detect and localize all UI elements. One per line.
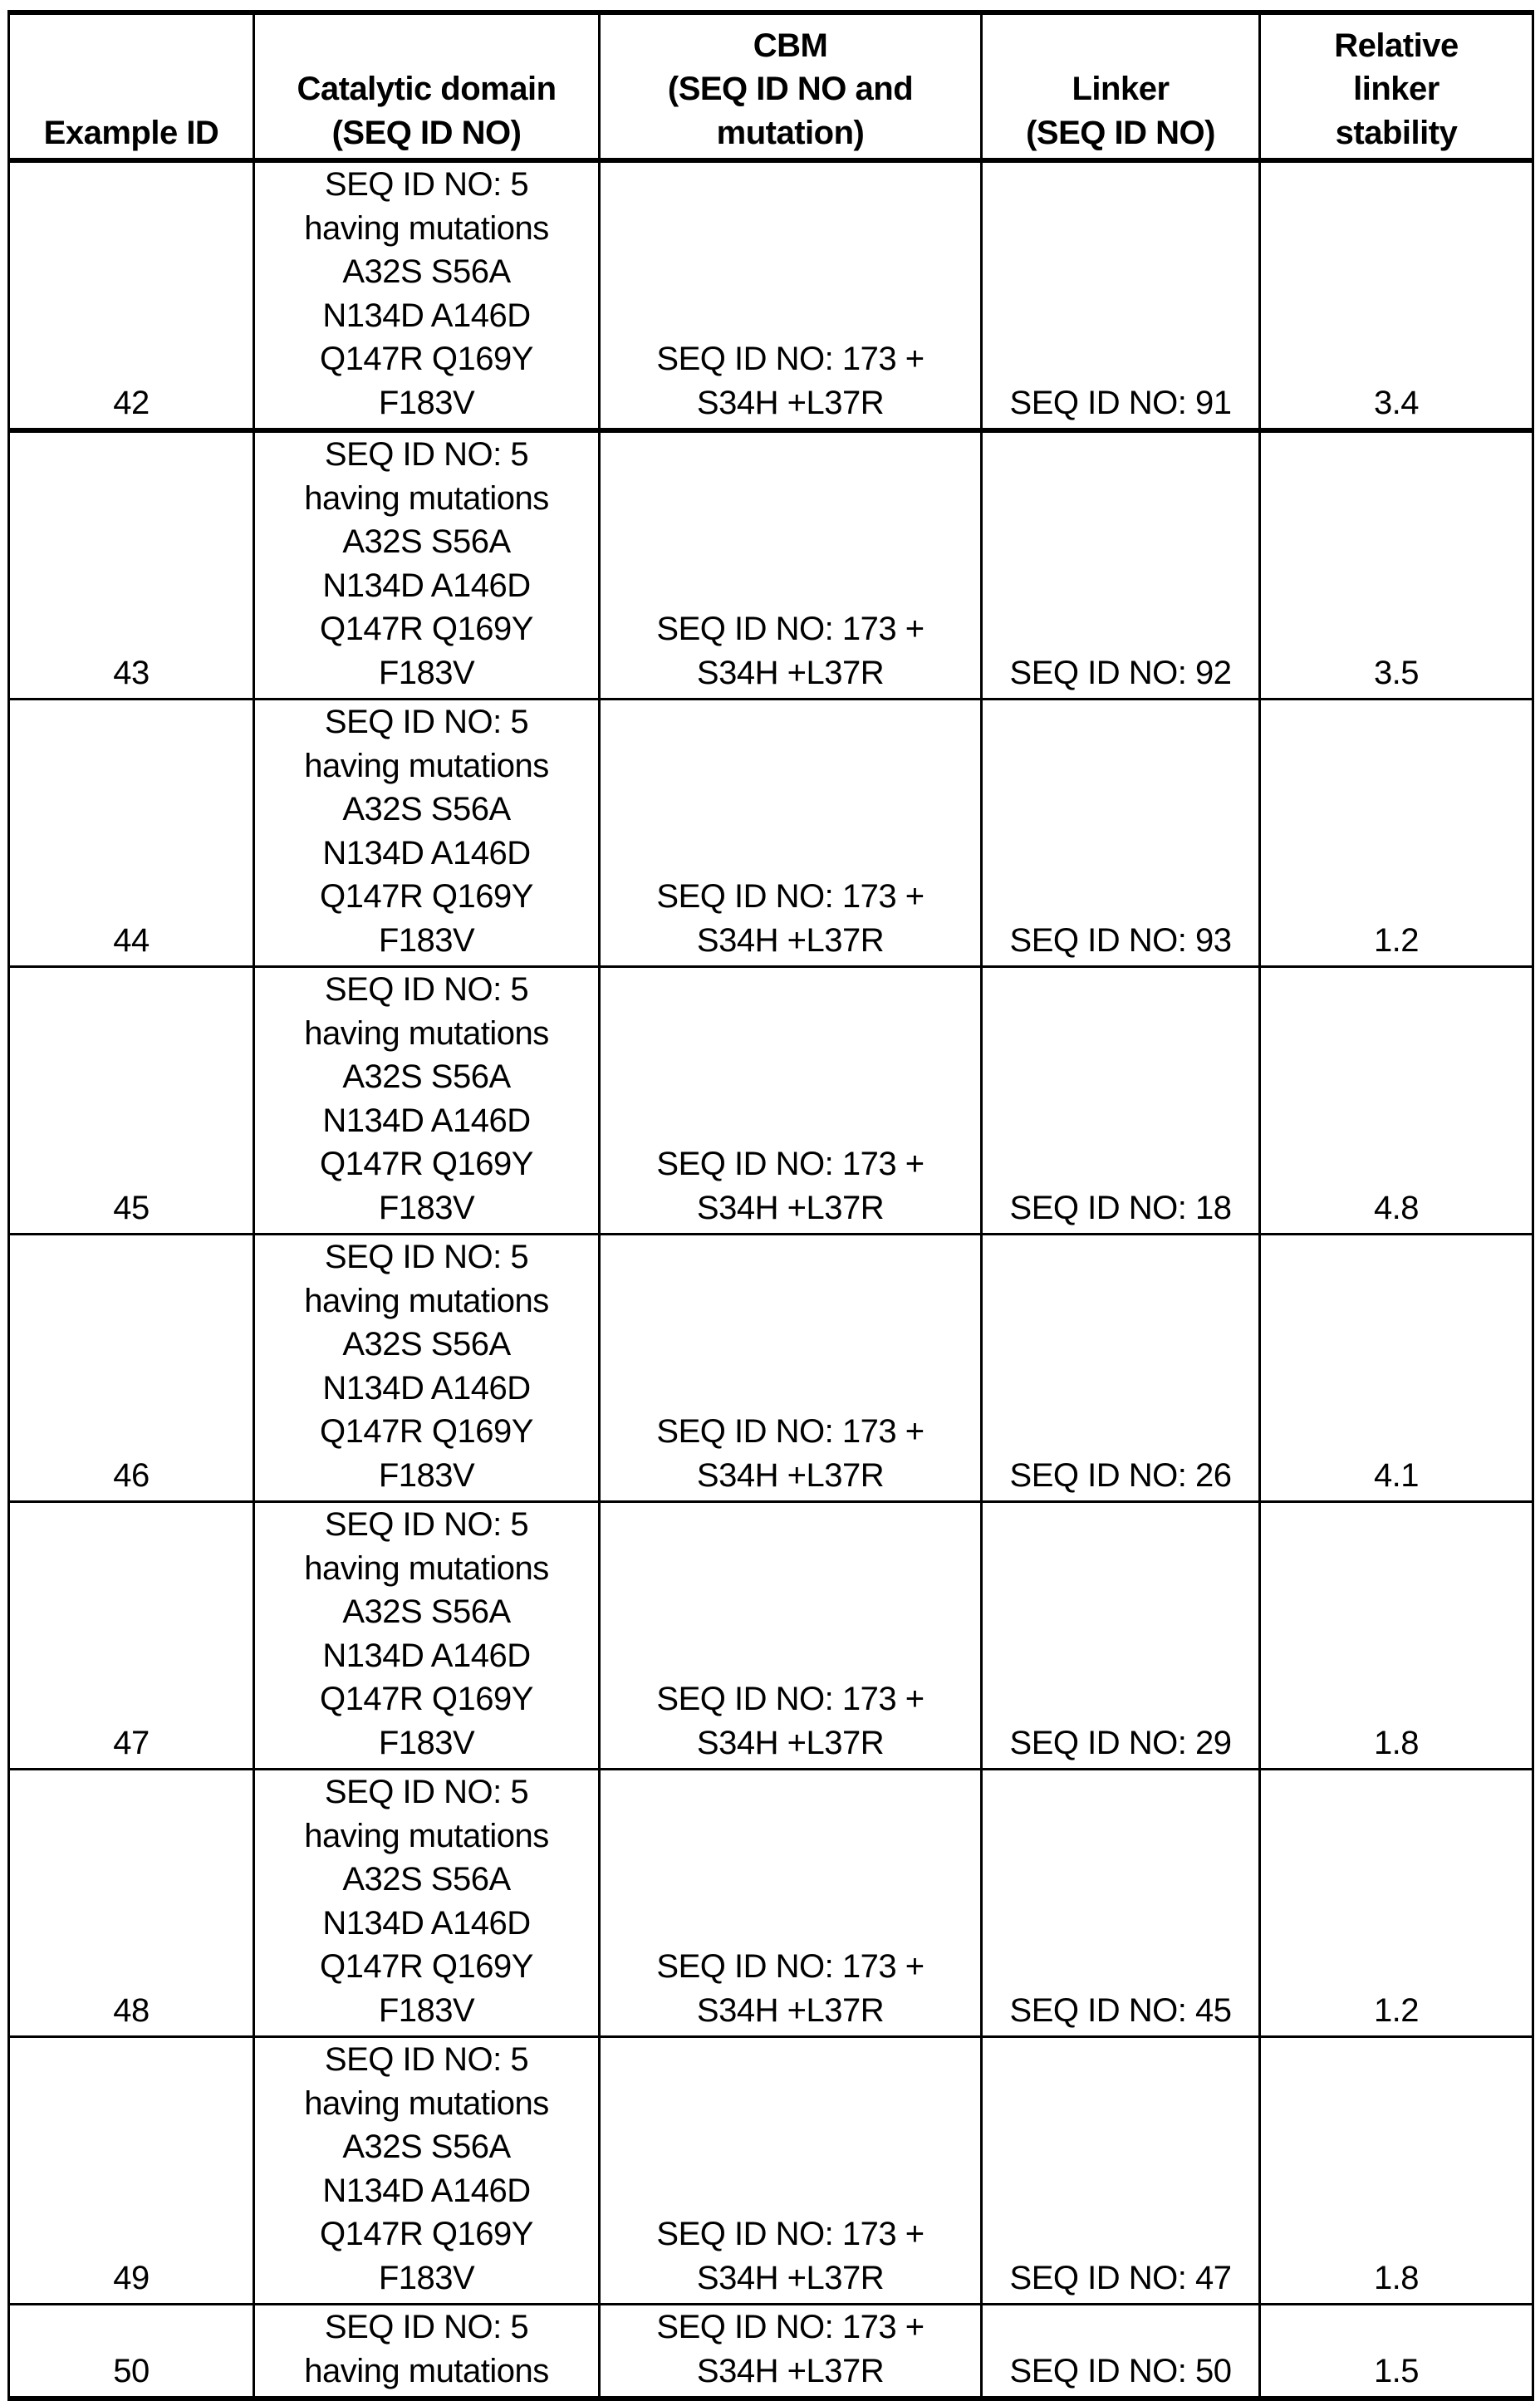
cell-linker: SEQ ID NO: 45	[982, 1770, 1260, 2037]
cell-linker: SEQ ID NO: 26	[982, 1235, 1260, 1502]
cell-catalytic-domain: SEQ ID NO: 5 having mutations A32S S56A N134D A146D Q147R Q169Y F183V	[254, 2037, 600, 2305]
table-row	[9, 1235, 1533, 1502]
cell-relative-linker-stability: 4.8	[1260, 967, 1533, 1235]
cell-example-id: 45	[9, 967, 254, 1235]
cell-linker: SEQ ID NO: 91	[982, 160, 1260, 430]
table-row	[9, 430, 1533, 700]
cell-catalytic-domain: SEQ ID NO: 5 having mutations A32S S56A N134D A146D Q147R Q169Y F183V	[254, 1770, 600, 2037]
cell-relative-linker-stability: 1.8	[1260, 2037, 1533, 2305]
cell-cbm: SEQ ID NO: 173 + S34H +L37R	[600, 2037, 982, 2305]
header-relative-linker-stability: Relative linker stability	[1260, 12, 1533, 160]
cell-example-id: 42	[9, 160, 254, 430]
header-example-id: Example ID	[9, 12, 254, 160]
cell-linker: SEQ ID NO: 47	[982, 2037, 1260, 2305]
table-row	[9, 1502, 1533, 1770]
cell-linker: SEQ ID NO: 29	[982, 1502, 1260, 1770]
cell-catalytic-domain: SEQ ID NO: 5 having mutations A32S S56A N134D A146D Q147R Q169Y F183V	[254, 430, 600, 700]
cell-catalytic-domain: SEQ ID NO: 5 having mutations	[254, 2305, 600, 2399]
cell-linker: SEQ ID NO: 93	[982, 700, 1260, 967]
header-catalytic-domain: Catalytic domain (SEQ ID NO)	[254, 12, 600, 160]
cell-relative-linker-stability: 1.5	[1260, 2305, 1533, 2399]
cell-linker: SEQ ID NO: 50	[982, 2305, 1260, 2399]
cell-relative-linker-stability: 1.2	[1260, 1770, 1533, 2037]
table-row	[9, 1770, 1533, 2037]
cell-cbm: SEQ ID NO: 173 + S34H +L37R	[600, 2305, 982, 2399]
table-row	[9, 700, 1533, 967]
linker-stability-table	[7, 10, 1534, 2401]
cell-cbm: SEQ ID NO: 173 + S34H +L37R	[600, 160, 982, 430]
cell-relative-linker-stability: 1.2	[1260, 700, 1533, 967]
cell-example-id: 48	[9, 1770, 254, 2037]
cell-relative-linker-stability: 3.5	[1260, 430, 1533, 700]
cell-example-id: 50	[9, 2305, 254, 2399]
header-linker: Linker (SEQ ID NO)	[982, 12, 1260, 160]
header-row	[9, 12, 1533, 160]
cell-example-id: 43	[9, 430, 254, 700]
table-row	[9, 160, 1533, 430]
cell-catalytic-domain: SEQ ID NO: 5 having mutations A32S S56A N134D A146D Q147R Q169Y F183V	[254, 967, 600, 1235]
cell-cbm: SEQ ID NO: 173 + S34H +L37R	[600, 967, 982, 1235]
cell-catalytic-domain: SEQ ID NO: 5 having mutations A32S S56A N134D A146D Q147R Q169Y F183V	[254, 160, 600, 430]
cell-example-id: 47	[9, 1502, 254, 1770]
table-body	[9, 160, 1533, 2399]
table-row	[9, 2305, 1533, 2399]
cell-relative-linker-stability: 1.8	[1260, 1502, 1533, 1770]
cell-catalytic-domain: SEQ ID NO: 5 having mutations A32S S56A N134D A146D Q147R Q169Y F183V	[254, 1235, 600, 1502]
cell-cbm: SEQ ID NO: 173 + S34H +L37R	[600, 430, 982, 700]
cell-cbm: SEQ ID NO: 173 + S34H +L37R	[600, 1235, 982, 1502]
cell-cbm: SEQ ID NO: 173 + S34H +L37R	[600, 1770, 982, 2037]
cell-catalytic-domain: SEQ ID NO: 5 having mutations A32S S56A N134D A146D Q147R Q169Y F183V	[254, 1502, 600, 1770]
table-row	[9, 967, 1533, 1235]
cell-example-id: 49	[9, 2037, 254, 2305]
cell-relative-linker-stability: 4.1	[1260, 1235, 1533, 1502]
cell-linker: SEQ ID NO: 92	[982, 430, 1260, 700]
cell-linker: SEQ ID NO: 18	[982, 967, 1260, 1235]
cell-cbm: SEQ ID NO: 173 + S34H +L37R	[600, 1502, 982, 1770]
table-row	[9, 2037, 1533, 2305]
cell-example-id: 46	[9, 1235, 254, 1502]
cell-cbm: SEQ ID NO: 173 + S34H +L37R	[600, 700, 982, 967]
header-cbm: CBM (SEQ ID NO and mutation)	[600, 12, 982, 160]
cell-catalytic-domain: SEQ ID NO: 5 having mutations A32S S56A N134D A146D Q147R Q169Y F183V	[254, 700, 600, 967]
cell-relative-linker-stability: 3.4	[1260, 160, 1533, 430]
cell-example-id: 44	[9, 700, 254, 967]
